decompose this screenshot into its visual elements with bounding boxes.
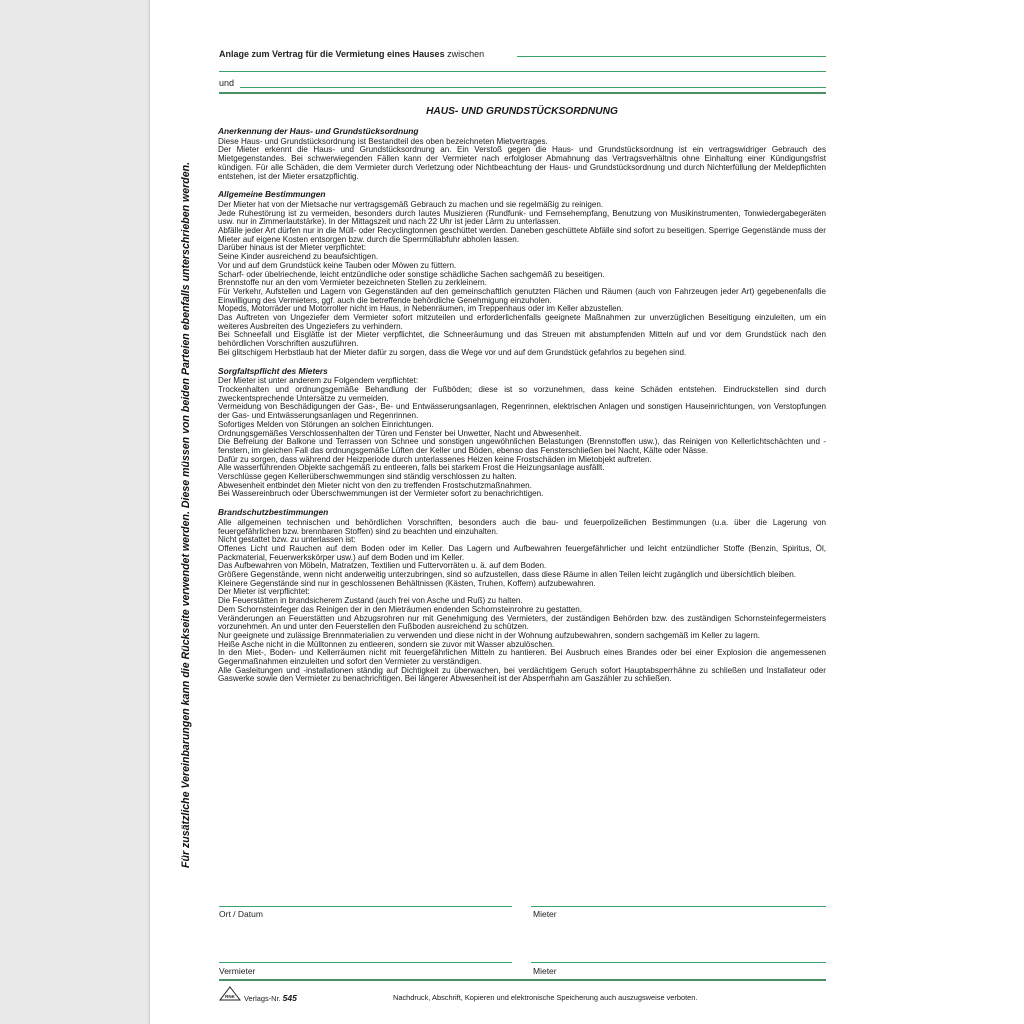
section-paragraph: Dafür zu sorgen, dass während der Heizperiode durch unterlassenes Heizen keine Frostschäden im Mietobjekt auftreten. — [218, 454, 652, 464]
section-paragraph: Für Verkehr, Aufstellen und Lagern von Gegenständen auf den gemeinschaftlich genutzten Flächen und Räumen (auch von Fahrzeugen jeder Art) gegebenenfalls die Einwilligung des Vermieters, ggf. auch die betreffende behördliche Genehmigung einzuholen. — [218, 286, 826, 305]
section-paragraph: Trockenhalten und ordnungsgemäße Behandlung der Fußböden; diese ist so vorzunehmen, dass keine Schäden entstehen. Eindruckstellen sind durch zweckentsprechende Untersätze zu vermeiden. — [218, 384, 826, 403]
section-paragraph: Verschlüsse gegen Kellerüberschwemmungen sind ständig verschlossen zu halten. — [218, 472, 517, 482]
section-paragraph: Der Mieter hat von der Mietsache nur vertragsgemäß Gebrauch zu machen und sie regelmäßig zu reinigen. — [218, 199, 604, 209]
section — [218, 127, 826, 181]
section-paragraph: Bei glitschigem Herbstlaub hat der Mieter dafür zu sorgen, dass die Wege vor und auf dem Grundstück gefahrlos zu begehen sind. — [218, 347, 687, 357]
section-heading: Brandschutzbestimmungen — [218, 507, 329, 518]
section-paragraph: Scharf- oder übelriechende, leicht entzündliche oder sonstige schädliche Sachen sachgemäß zu beseitigen. — [218, 269, 605, 279]
label-ort-datum: Ort / Datum — [219, 909, 263, 919]
section-paragraph: Diese Haus- und Grundstücksordnung ist Bestandteil des oben bezeichneten Mietvertrages. — [218, 136, 548, 146]
verlag-label: Verlags-Nr. — [244, 994, 281, 1003]
section-paragraph: Größere Gegenstände, wenn nicht anderweitig unterzubringen, sind so aufzustellen, dass diese Räume in allen Teilen leicht zugänglich und übersichtlich bleiben. — [218, 570, 797, 580]
rnk-logo-icon — [219, 986, 241, 1001]
signature-line-ort-datum[interactable] — [219, 906, 512, 907]
section-paragraph: Mopeds, Motorräder und Motorroller nicht im Haus, in Nebenräumen, im Treppenhaus oder im Keller abzustellen. — [218, 304, 624, 314]
section — [218, 190, 826, 357]
header-divider — [219, 92, 826, 94]
section-paragraph: Dem Schornsteinfeger das Reinigen der in den Mieträumen endenden Schornsteinrohre zu gestatten. — [218, 604, 582, 614]
fill-line-und[interactable] — [240, 87, 826, 88]
section-paragraph: Der Mieter ist verpflichtet: — [218, 587, 310, 597]
section-paragraph: Seine Kinder ausreichend zu beaufsichtigen. — [218, 252, 379, 262]
side-note: Für zusätzliche Vereinbarungen kann die Rückseite verwendet werden. Diese müssen von beiden Parteien ebenfalls unterschrieben werden. — [180, 161, 192, 868]
section-heading: Sorgfaltspflicht des Mieters — [218, 365, 328, 376]
section-heading: Allgemeine Bestimmungen — [218, 189, 326, 200]
section-paragraph: In den Miet-, Boden- und Kellerräumen nicht mit feuergefährlichen Mitteln zu hantieren. Bei Ausbruch eines Brandes oder bei einer Explosion die angemessenen Gegenmaßnahmen einzuleiten und sofort den Vermieter zu verständigen. — [218, 648, 826, 667]
section-paragraph: Die Befreiung der Balkone und Terrassen von Schnee und sonstigen ungewöhnlichen Belastungen (Brennstoffen usw.), das Reinigen von Kellerlichtschächten und -fenstern, im gleichen Fall das ordnungsgemäße Lüften der Keller und Böden, ebenso das Fensterschließen bei Nacht, Kälte oder Nässe. — [218, 437, 826, 455]
section-paragraph: Heiße Asche nicht in die Mülltonnen zu entleeren, sondern sie zuvor mit Wasser abzulöschen. — [218, 639, 555, 649]
section-paragraph: Brennstoffe nur an den vom Vermieter bezeichneten Stellen zu zerkleinern. — [218, 278, 487, 288]
header-und: und — [219, 78, 235, 88]
section-paragraph: Bei Schneefall und Eisglätte ist der Mieter verpflichtet, die Schneeräumung und das Streuen mit abstumpfenden Mitteln auf und vor dem Grundstück nach den behördlichen Vorschriften auszuführen. — [218, 330, 826, 349]
section-paragraph: Alle allgemeinen technischen und behördlichen Vorschriften, besonders auch die bau- und feuerpolizeilichen Bestimmungen (u.a. über die Lagerung von feuergefährlichen bzw. brennbaren Stoffen) sind zu beachten und einzuhalten. — [218, 517, 826, 536]
section-paragraph: Offenes Licht und Rauchen auf dem Boden oder im Keller. Das Lagern und Aufbewahren feuergefährlicher und leicht entzündlicher Stoffe (Benzin, Spiritus, Öl, Packmaterial, Feuerwerkskörper usw.) auf dem Boden und im Keller. — [218, 543, 826, 562]
section-paragraph: Abwesenheit entbindet den Mieter nicht von den zu treffenden Frostschutzmaßnahmen. — [218, 480, 532, 490]
section-paragraph: Nur geeignete und zulässige Brennmaterialien zu verwenden und diese nicht in der Wohnung aufzubewahren, sondern sachgemäß im Keller zu lagern. — [218, 630, 761, 640]
header-line-2 — [219, 78, 234, 88]
header-line-1 — [219, 49, 484, 59]
section-paragraph: Sofortiges Melden von Störungen an solchen Einrichtungen. — [218, 419, 434, 429]
label-vermieter: Vermieter — [219, 966, 256, 976]
verlag-nr-value: 545 — [282, 993, 297, 1003]
signature-line-mieter-2[interactable] — [531, 962, 826, 963]
section-paragraph: Jede Ruhestörung ist zu vermeiden, besonders durch lautes Musizieren (Rundfunk- und Fernsehempfang, Benutzung von Musikinstrumenten, Tonwiedergabegeräten usw. nur in Zimmerlautstärke). In der Mittagszeit und nach 22 Uhr ist jeder Lärm zu unterlassen. — [218, 208, 826, 227]
section-paragraph: Alle Gasleitungen und -installationen ständig auf Dichtigkeit zu überwachen, bei verdächtigem Geruch sofort Hauptabsperrhähne zu schließen und Installateur oder Gaswerke sowie den Vermieter zu benachrichtigen. Bei längerer Abwesenheit ist der Absperrhahn am Gaszähler zu schließen. — [218, 665, 826, 684]
signature-line-mieter-1[interactable] — [531, 906, 826, 907]
signature-line-vermieter[interactable] — [219, 962, 512, 963]
copyright-notice: Nachdruck, Abschrift, Kopieren und elektronische Speicherung auch auszugsweise verboten. — [393, 993, 698, 1002]
label-mieter-1: Mieter — [533, 909, 557, 919]
section-paragraph: Darüber hinaus ist der Mieter verpflichtet: — [218, 243, 366, 253]
section-paragraph: Der Mieter ist unter anderem zu Folgendem verpflichtet: — [218, 376, 419, 386]
section-paragraph: Die Feuerstätten in brandsicherem Zustand (auch frei von Asche und Ruß) zu halten. — [218, 596, 523, 606]
verlag-number — [244, 993, 297, 1003]
section-paragraph: Das Auftreten von Ungeziefer dem Vermieter sofort mitzuteilen und erforderlichenfalls geeignete Maßnahmen zur unverzüglichen Beseitigung einzuleiten, um ein weiteres Ausbreiten des Ungeziefers zu verhindern. — [218, 313, 826, 331]
header-zwischen: zwischen — [447, 49, 485, 59]
section-paragraph: Veränderungen an Feuerstätten und Abzugsrohren nur mit Genehmigung des Vermieters, der zuständigen Behörden bzw. des zuständigen Schornsteinfegermeisters vorzunehmen. An und unter den Feuerstellen den Fußboden ausreichend zu schützen. — [218, 613, 826, 632]
section-paragraph: Nicht gestattet bzw. zu unterlassen ist: — [218, 535, 356, 545]
section-paragraph: Vermeidung von Beschädigungen der Gas-, Be- und Entwässerungsanlagen, Regenrinnen, elektrischen Anlagen und sonstigen Hauseinrichtungen, von Verstopfungen der Gas- und Entwässerungsanlagen und Regenrinnen. — [218, 402, 826, 421]
svg-text:RNK: RNK — [225, 994, 235, 999]
document-body — [218, 127, 826, 693]
section — [218, 367, 826, 500]
document-title: HAUS- UND GRUNDSTÜCKSORDNUNG — [426, 106, 618, 117]
section — [218, 508, 826, 684]
section-paragraph: Kleinere Gegenstände sind nur in geschlossenen Behältnissen (Kästen, Truhen, Koffern) aufzubewahren. — [218, 578, 596, 588]
fill-line-party-1[interactable] — [219, 71, 826, 72]
section-paragraph: Bei Wassereinbruch oder Überschwemmungen ist der Vermieter sofort zu benachrichtigen. — [218, 489, 544, 499]
section-paragraph: Ordnungsgemäßes Verschlossenhalten der Türen und Fenster bei Unwetter, Nacht und Abwesenheit. — [218, 428, 582, 438]
header-title: Anlage zum Vertrag für die Vermietung eines Hauses — [219, 49, 445, 59]
section-paragraph: Alle wasserführenden Objekte sachgemäß zu entleeren, falls bei starkem Frost die Heizungsanlage ausfällt. — [218, 463, 605, 473]
label-mieter-2: Mieter — [533, 966, 557, 976]
section-paragraph: Das Aufbewahren von Möbeln, Matratzen, Textilien und Futtervorräten u. ä. auf dem Boden. — [218, 561, 547, 571]
section-paragraph: Abfälle jeder Art dürfen nur in die Müll- oder Recyclingtonnen geschüttet werden. Daneben geschüttete Abfälle sind sofort zu beseitigen. Sperrige Gegenstände muss der Mieter auf eigene Kosten entsorgen bzw. durch die Sperrmüllabfuhr abholen lassen. — [218, 226, 826, 244]
fill-line-zwischen[interactable] — [517, 56, 826, 57]
section-paragraph: Der Mieter erkennt die Haus- und Grundstücksordnung an. Ein Verstoß gegen die Haus- und Grundstücksordnung ist ein vertragswidriger Gebrauch des Mietgegenstandes. Bei schwerwiegenden Fällen kann der Vermieter nach erfolgloser Abmahnung das Vertragsverhältnis ohne Einhaltung einer Kündigungsfrist kündigen. Für alle Schäden, die dem Vermieter durch Verletzung oder Nichtbeachtung der Haus- und Grundstücksordnung und durch Nichterfüllung der Meldepflichten entstehen, ist der Mieter ersatzpflichtig. — [218, 145, 826, 181]
section-heading: Anerkennung der Haus- und Grundstücksordnung — [218, 126, 419, 136]
section-paragraph: Vor und auf dem Grundstück keine Tauben oder Möwen zu füttern. — [218, 260, 457, 270]
footer-divider — [219, 979, 826, 981]
